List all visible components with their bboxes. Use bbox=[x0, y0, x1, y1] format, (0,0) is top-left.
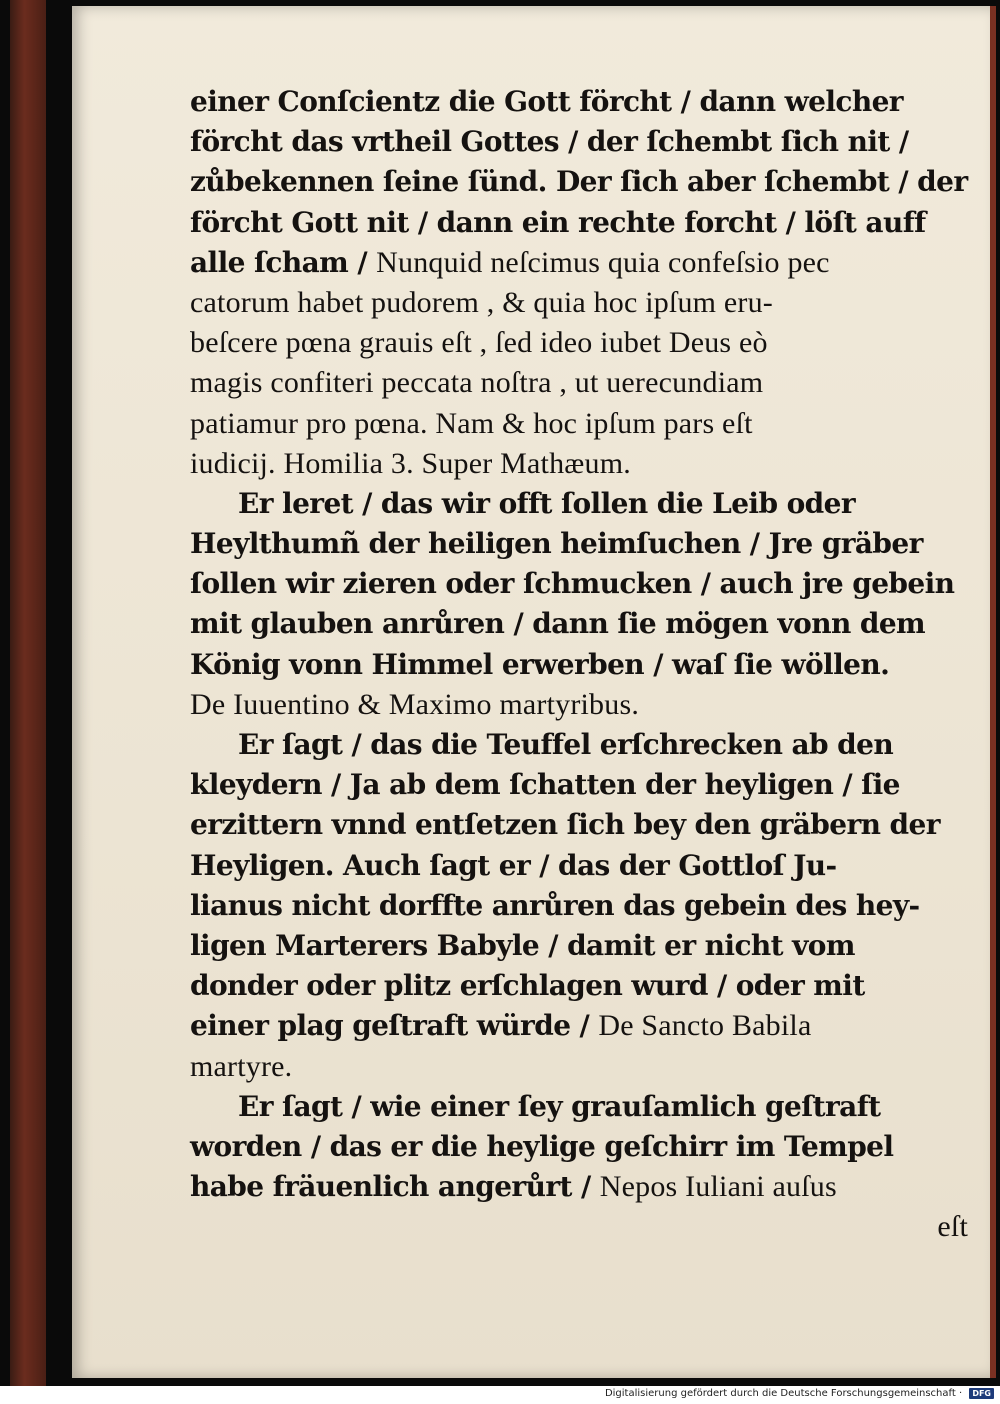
text-line: Er leret / das wir offt ſollen die Leib oder bbox=[238, 486, 856, 520]
catchword: eſt bbox=[937, 1210, 968, 1244]
text-line: König vonn Himmel erwerben / waſ ſie wöllen. bbox=[190, 647, 890, 681]
page-text-block bbox=[190, 82, 980, 1247]
fraktur-text: einer plag geſtraft würde / bbox=[190, 1009, 599, 1043]
text-line bbox=[190, 243, 980, 283]
text-line: ſollen wir zieren oder ſchmucken / auch jre gebein bbox=[190, 567, 955, 601]
text-line: erzittern vnnd entſetzen ſich bey den gräbern der bbox=[190, 808, 940, 842]
text-line: iudicij. Homilia 3. Super Mathæum. bbox=[190, 446, 631, 480]
text-line: Heylthumñ der heiligen heimſuchen / Jre gräber bbox=[190, 527, 923, 561]
fraktur-text: habe fräuenlich angerůrt / bbox=[190, 1170, 600, 1204]
text-line: kleydern / Ja ab dem ſchatten der heyligen / ſie bbox=[190, 768, 900, 802]
text-line: einer Conſcientz die Gott förcht / dann welcher bbox=[190, 85, 903, 118]
text-line: beſcere pœna grauis eſt , ſed ideo iubet Deus eò bbox=[190, 326, 768, 360]
text-line: catorum habet pudorem , & quia hoc ipſum eru- bbox=[190, 285, 773, 319]
text-line: lianus nicht dorffte anrůren das gebein des hey- bbox=[190, 888, 920, 922]
text-line: Er ſagt / wie einer ſey grauſamlich geſtraft bbox=[238, 1089, 881, 1123]
text-line: ligen Marterers Babyle / damit er nicht vom bbox=[190, 928, 855, 962]
text-line: Er ſagt / das die Teuffel erſchrecken ab den bbox=[238, 728, 894, 761]
text-line: magis confiteri peccata noſtra , ut uerecundiam bbox=[190, 366, 764, 400]
text-line: patiamur pro pœna. Nam & hoc ipſum pars eſt bbox=[190, 406, 753, 440]
text-line: mit glauben anrůren / dann ſie mögen vonn dem bbox=[190, 607, 926, 641]
text-line: zůbekennen ſeine ſünd. Der ſich aber ſchembt / der bbox=[190, 165, 968, 199]
text-line: Heyligen. Auch ſagt er / das der Gottloſ Ju- bbox=[190, 848, 837, 882]
text-line: martyre. bbox=[190, 1049, 293, 1083]
book-binding-edge bbox=[10, 0, 46, 1386]
text-line: De Iuuentino & Maximo martyribus. bbox=[190, 687, 640, 721]
page-edge-stripe bbox=[990, 6, 996, 1378]
text-line: worden / das er die heylige geſchirr im Tempel bbox=[190, 1129, 894, 1163]
latin-text: Nunquid neſcimus quia confeſsio pec bbox=[376, 245, 830, 279]
fraktur-text: alle ſcham / bbox=[190, 245, 377, 279]
text-line bbox=[190, 1167, 980, 1207]
latin-text: De Sancto Babila bbox=[598, 1009, 812, 1043]
text-line: förcht Gott nit / dann ein rechte forcht / löſt auff bbox=[190, 205, 926, 239]
text-line: donder oder plitz erſchlagen wurd / oder mit bbox=[190, 969, 865, 1003]
text-line: förcht das vrtheil Gottes / der ſchembt ſich nit / bbox=[190, 125, 909, 159]
footer-credit-text: Digitalisierung gefördert durch die Deutsche Forschungsgemeinschaft bbox=[604, 1388, 956, 1399]
dfg-logo: DFG bbox=[969, 1388, 994, 1399]
text-line bbox=[190, 1006, 980, 1046]
digitization-footer: Digitalisierung gefördert durch die Deutsche Forschungsgemeinschaft · DFG bbox=[0, 1388, 1000, 1404]
latin-text: Nepos Iuliani auſus bbox=[599, 1170, 837, 1204]
